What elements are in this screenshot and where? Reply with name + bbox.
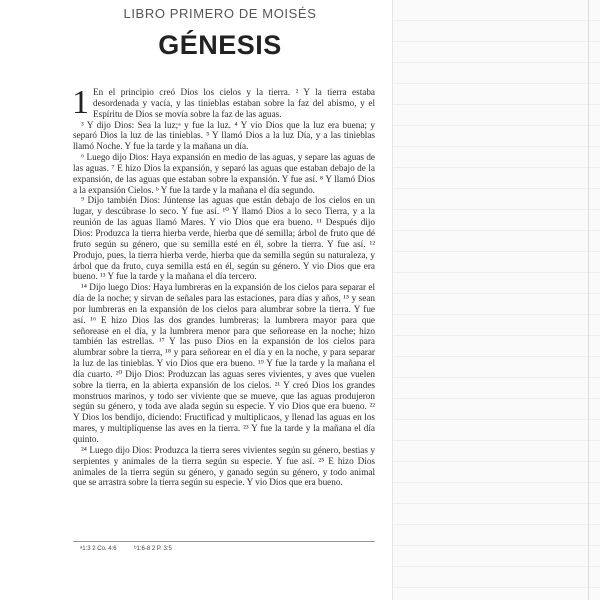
paragraph: ¹⁴ Dijo luego Dios: Haya lumbreras en la expansión de los cielos para separar el día de la noche; y sirvan de señales para las estaciones, para días y años, ¹⁵ y sean por lumbreras en la expansión de los cielos para alumbrar sobre la tierra. Y fue así. ¹⁶ E hizo Dios las dos grandes lumbreras; la lumbrera mayor para que señorease en el día, y la lumbrera menor para que señorease en la noche; hizo también las estrellas. ¹⁷ Y las puso Dios en la expansión de los cielos para alumbrar sobre la tierra, ¹⁸ y para señorear en el día y en la noche, y para separar la luz de las tinieblas. Y vio Dios que era bueno. ¹⁹ Y fue la tarde y la mañana el día cuarto. ²⁰ Dijo Dios: Produzcan las aguas seres vivientes, y aves que vuelen sobre la tierra, en la abierta expansión de los cielos. ²¹ Y creó Dios los grandes monstruos marinos, y todo ser viviente que se mueve, que las aguas produjeron según su género, y toda ave alada según su especie. Y vio Dios que era bueno. ²² Y Dios los bendijo, diciendo: Fructificad y multiplicaos, y llenad las aguas en los mares, y multiplíquense las aves en la tierra. ²³ Y fue la tarde y la mañana el día quinto. [73, 282, 375, 444]
paragraph: ⁶ Luego dijo Dios: Haya expansión en medio de las aguas, y separe las aguas de las aguas. ⁷ E hizo Dios la expansión, y separó las aguas que estaban debajo de la expansión, de las aguas que estaban sobre la expansión. Y fue así. ⁸ Y llamó Dios a la expansión Cielos. ᵇ Y fue la tarde y la mañana el día segundo. [73, 152, 375, 195]
page-edge [588, 0, 589, 600]
footnote-divider [73, 541, 375, 542]
chapter-number: 1 [72, 84, 89, 121]
paragraph: ⁹ Dijo también Dios: Júntense las aguas que están debajo de los cielos en un lugar, y descúbrase lo seco. Y fue así. ¹⁰ Y llamó Dios a lo seco Tierra, y a la reunión de las aguas llamó Mares. Y vio Dios que era bueno. ¹¹ Después dijo Dios: Produzca la tierra hierba verde, hierba que dé semilla; árbol de fruto que dé fruto según su género, que su semilla esté en él, sobre la tierra. Y fue así. ¹² Produjo, pues, la tierra hierba verde, hierba que da semilla según su naturaleza, y árbol que da fruto, cuya semilla está en él, según su género. Y vio Dios que era bueno. ¹³ Y fue la tarde y la mañana el día tercero. [73, 195, 375, 282]
footnote: ᵇ1:6-8 2 P. 3:5 [134, 546, 172, 552]
margin-divider [392, 0, 393, 600]
right-margin-area [392, 0, 600, 600]
chapter-text [72, 84, 375, 488]
paragraph [72, 84, 375, 121]
paragraph-text: En el principio creó Dios los cielos y la tierra. ² Y la tierra estaba desordenada y vacía, y las tinieblas estaban sobre la faz del abismo, y el Espíritu de Dios se movía sobre la faz de las aguas. [93, 87, 375, 119]
paragraph: ²⁴ Luego dijo Dios: Produzca la tierra seres vivientes según su género, bestias y serpientes y animales de la tierra según su especie. Y fue así. ²⁵ E hizo Dios animales de la tierra según su género, y ganado según su género, y todo animal que se arrastra sobre la tierra según su especie. Y vio Dios que era bueno. [73, 444, 375, 488]
paragraph: ³ Y dijo Dios: Sea la luz;ᵃ y fue la luz. ⁴ Y vio Dios que la luz era buena; y separó Dios la luz de las tinieblas. ⁵ Y llamó Dios a la luz Día, y a las tinieblas llamó Noche. Y fue la tarde y la mañana un día. [73, 119, 375, 152]
footnote: ᵃ1:3 2 Co. 4:6 [80, 546, 117, 552]
running-head: LIBRO PRIMERO DE MOISÉS [123, 6, 317, 21]
footnotes [80, 546, 188, 552]
book-title: GÉNESIS [158, 30, 282, 60]
